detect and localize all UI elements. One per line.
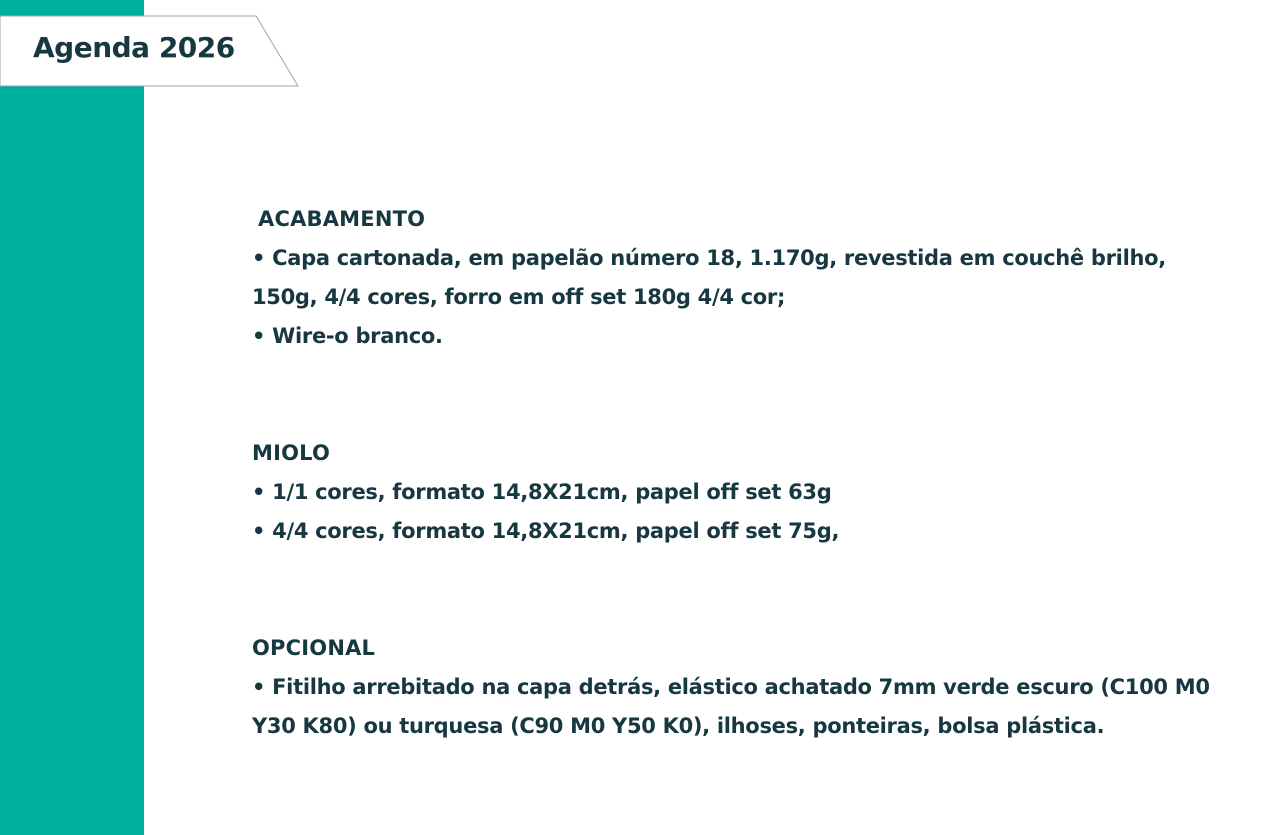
list-item: • 1/1 cores, formato 14,8X21cm, papel off set 63g (252, 480, 832, 504)
side-accent-band (0, 0, 144, 835)
spec-content (252, 200, 1212, 746)
section-heading: OPCIONAL (252, 636, 376, 660)
title-tab (0, 15, 300, 87)
page-title: Agenda 2026 (33, 31, 235, 64)
section-heading: MIOLO (252, 441, 331, 465)
list-item: • 4/4 cores, formato 14,8X21cm, papel off set 75g, (252, 519, 840, 543)
list-item: • Capa cartonada, em papelão número 18, 1.170g, revestida em couchê brilho, 150g, 4/4 cores, forro em off set 180g 4/4 cor; (252, 246, 1166, 309)
section-miolo (252, 434, 1212, 551)
list-item: • Wire-o branco. (252, 324, 443, 348)
section-opcional (252, 629, 1212, 746)
section-acabamento (252, 200, 1212, 356)
section-heading: ACABAMENTO (258, 207, 426, 231)
list-item: • Fitilho arrebitado na capa detrás, elástico achatado 7mm verde escuro (C100 M0 Y30 K80) ou turquesa (C90 M0 Y50 K0), ilhoses, ponteiras, bolsa plástica. (252, 675, 1210, 738)
